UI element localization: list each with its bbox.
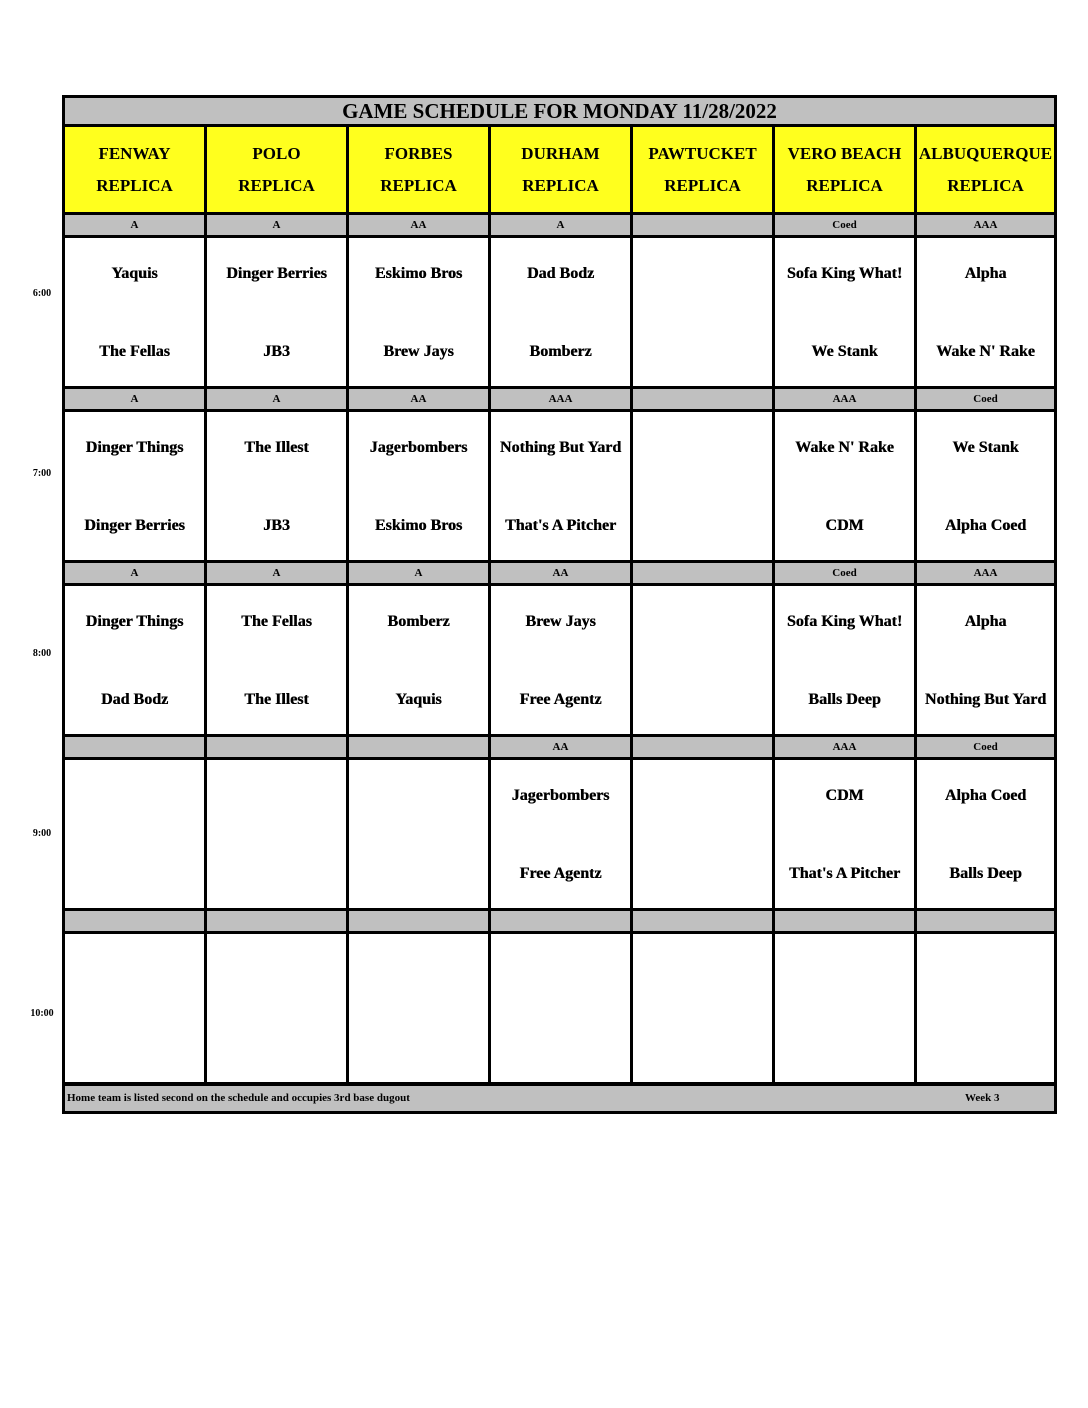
game-cell bbox=[65, 412, 207, 560]
division-label bbox=[633, 215, 775, 235]
field-name: VERO BEACH bbox=[787, 143, 902, 163]
division-label: A bbox=[207, 389, 349, 409]
division-label: Coed bbox=[917, 389, 1054, 409]
time-label: 7:00 bbox=[32, 468, 52, 479]
away-team: Yaquis bbox=[111, 265, 158, 282]
division-label: AAA bbox=[491, 389, 633, 409]
away-team: Nothing But Yard bbox=[499, 439, 622, 456]
game-cell bbox=[65, 238, 207, 386]
away-team: The Illest bbox=[244, 439, 309, 456]
home-team: Brew Jays bbox=[383, 343, 454, 360]
away-team: Sofa King What! bbox=[786, 613, 903, 630]
away-team: Alpha Coed bbox=[944, 787, 1027, 804]
game-cell bbox=[65, 760, 207, 908]
away-team: Dinger Things bbox=[85, 613, 184, 630]
field-name: FORBES bbox=[384, 143, 453, 163]
division-label: AAA bbox=[917, 563, 1054, 583]
division-label: AAA bbox=[775, 737, 917, 757]
game-cell bbox=[633, 238, 775, 386]
field-header bbox=[207, 127, 349, 212]
away-team: Eskimo Bros bbox=[374, 265, 463, 282]
division-label bbox=[207, 911, 349, 931]
home-team: Dinger Berries bbox=[84, 517, 185, 534]
home-team: Wake N' Rake bbox=[936, 343, 1035, 360]
home-team: The Fellas bbox=[99, 343, 170, 360]
game-cell bbox=[207, 760, 349, 908]
division-row bbox=[65, 389, 1054, 412]
game-cell bbox=[917, 934, 1054, 1082]
away-team: Dinger Berries bbox=[226, 265, 327, 282]
away-team: Alpha bbox=[964, 265, 1007, 282]
away-team: Dinger Things bbox=[85, 439, 184, 456]
game-cell bbox=[491, 412, 633, 560]
schedule-grid bbox=[65, 127, 1054, 1085]
game-cell bbox=[491, 934, 633, 1082]
division-label bbox=[491, 911, 633, 931]
game-cell bbox=[775, 238, 917, 386]
division-label: Coed bbox=[775, 215, 917, 235]
division-label bbox=[65, 911, 207, 931]
division-label: Coed bbox=[917, 737, 1054, 757]
game-cell bbox=[917, 586, 1054, 734]
division-row bbox=[65, 563, 1054, 586]
home-team: Free Agentz bbox=[519, 691, 602, 708]
game-cell bbox=[349, 238, 491, 386]
home-team: JB3 bbox=[263, 343, 290, 360]
away-team: Sofa King What! bbox=[786, 265, 903, 282]
division-label: AA bbox=[491, 737, 633, 757]
game-cell bbox=[775, 934, 917, 1082]
division-row bbox=[65, 215, 1054, 238]
home-team: Dad Bodz bbox=[100, 691, 169, 708]
game-cell bbox=[207, 586, 349, 734]
division-label bbox=[65, 737, 207, 757]
schedule-sheet bbox=[62, 95, 1057, 1114]
field-subtitle: REPLICA bbox=[238, 175, 315, 195]
time-label: 8:00 bbox=[32, 648, 52, 659]
game-cell bbox=[349, 934, 491, 1082]
division-label bbox=[633, 563, 775, 583]
game-cell bbox=[207, 238, 349, 386]
division-label: AA bbox=[491, 563, 633, 583]
field-subtitle: REPLICA bbox=[947, 175, 1024, 195]
field-header bbox=[633, 127, 775, 212]
home-team: That's A Pitcher bbox=[788, 865, 901, 882]
division-row bbox=[65, 737, 1054, 760]
away-team: We Stank bbox=[952, 439, 1019, 456]
division-row bbox=[65, 911, 1054, 934]
home-team: JB3 bbox=[263, 517, 290, 534]
time-label: 10:00 bbox=[30, 1008, 54, 1019]
field-subtitle: REPLICA bbox=[664, 175, 741, 195]
game-cell bbox=[349, 760, 491, 908]
field-subtitle: REPLICA bbox=[380, 175, 457, 195]
home-team: Balls Deep bbox=[949, 865, 1022, 882]
away-team: Dad Bodz bbox=[526, 265, 595, 282]
time-label: 6:00 bbox=[32, 288, 52, 299]
division-label: A bbox=[207, 563, 349, 583]
home-team-note: Home team is listed second on the schedule and occupies 3rd base dugout bbox=[67, 1092, 410, 1104]
division-label: A bbox=[491, 215, 633, 235]
division-label bbox=[633, 737, 775, 757]
game-cell bbox=[633, 934, 775, 1082]
time-label: 9:00 bbox=[32, 828, 52, 839]
division-label: A bbox=[207, 215, 349, 235]
away-team: CDM bbox=[825, 787, 864, 804]
home-team: Nothing But Yard bbox=[924, 691, 1047, 708]
field-header bbox=[349, 127, 491, 212]
field-header-row bbox=[65, 127, 1054, 215]
home-team: CDM bbox=[825, 517, 864, 534]
game-row bbox=[65, 412, 1054, 563]
home-team: That's A Pitcher bbox=[504, 517, 617, 534]
game-cell bbox=[775, 412, 917, 560]
game-cell bbox=[65, 586, 207, 734]
game-cell bbox=[491, 238, 633, 386]
game-cell bbox=[633, 760, 775, 908]
division-label bbox=[207, 737, 349, 757]
division-label: A bbox=[65, 215, 207, 235]
away-team: Jagerbombers bbox=[511, 787, 610, 804]
game-row bbox=[65, 934, 1054, 1085]
division-label: A bbox=[349, 563, 491, 583]
division-label: AAA bbox=[917, 215, 1054, 235]
game-cell bbox=[633, 412, 775, 560]
game-cell bbox=[207, 934, 349, 1082]
home-team: Balls Deep bbox=[808, 691, 881, 708]
division-label bbox=[349, 737, 491, 757]
game-cell bbox=[775, 760, 917, 908]
game-cell bbox=[917, 760, 1054, 908]
field-name: PAWTUCKET bbox=[648, 143, 757, 163]
home-team: Free Agentz bbox=[519, 865, 602, 882]
away-team: Jagerbombers bbox=[369, 439, 468, 456]
game-cell bbox=[207, 412, 349, 560]
home-team: Alpha Coed bbox=[944, 517, 1027, 534]
home-team: Bomberz bbox=[529, 343, 592, 360]
schedule-title: GAME SCHEDULE FOR MONDAY 11/28/2022 bbox=[65, 98, 1054, 127]
game-cell bbox=[633, 586, 775, 734]
division-label bbox=[349, 911, 491, 931]
home-team: The Illest bbox=[244, 691, 309, 708]
game-cell bbox=[775, 586, 917, 734]
game-cell bbox=[491, 586, 633, 734]
field-header bbox=[65, 127, 207, 212]
week-label: Week 3 bbox=[965, 1092, 1000, 1104]
game-cell bbox=[65, 934, 207, 1082]
away-team: Bomberz bbox=[387, 613, 450, 630]
division-label bbox=[633, 911, 775, 931]
field-header bbox=[917, 127, 1054, 212]
footer-bar bbox=[65, 1083, 1054, 1111]
game-cell bbox=[349, 586, 491, 734]
field-header bbox=[491, 127, 633, 212]
field-subtitle: REPLICA bbox=[522, 175, 599, 195]
field-subtitle: REPLICA bbox=[96, 175, 173, 195]
game-cell bbox=[349, 412, 491, 560]
game-row bbox=[65, 760, 1054, 911]
division-label bbox=[917, 911, 1054, 931]
division-label: A bbox=[65, 389, 207, 409]
game-cell bbox=[491, 760, 633, 908]
field-name: POLO bbox=[252, 143, 301, 163]
field-name: FENWAY bbox=[98, 143, 171, 163]
field-header bbox=[775, 127, 917, 212]
division-label: AA bbox=[349, 215, 491, 235]
division-label: Coed bbox=[775, 563, 917, 583]
game-cell bbox=[917, 238, 1054, 386]
division-label: AA bbox=[349, 389, 491, 409]
away-team: Wake N' Rake bbox=[795, 439, 894, 456]
home-team: Eskimo Bros bbox=[374, 517, 463, 534]
field-subtitle: REPLICA bbox=[806, 175, 883, 195]
division-label: A bbox=[65, 563, 207, 583]
game-cell bbox=[917, 412, 1054, 560]
home-team: We Stank bbox=[811, 343, 878, 360]
division-label: AAA bbox=[775, 389, 917, 409]
field-name: DURHAM bbox=[521, 143, 600, 163]
home-team: Yaquis bbox=[395, 691, 442, 708]
division-label bbox=[633, 389, 775, 409]
division-label bbox=[775, 911, 917, 931]
away-team: Alpha bbox=[964, 613, 1007, 630]
away-team: The Fellas bbox=[241, 613, 312, 630]
game-row bbox=[65, 238, 1054, 389]
away-team: Brew Jays bbox=[525, 613, 596, 630]
field-name: ALBUQUERQUE bbox=[918, 143, 1053, 163]
game-row bbox=[65, 586, 1054, 737]
